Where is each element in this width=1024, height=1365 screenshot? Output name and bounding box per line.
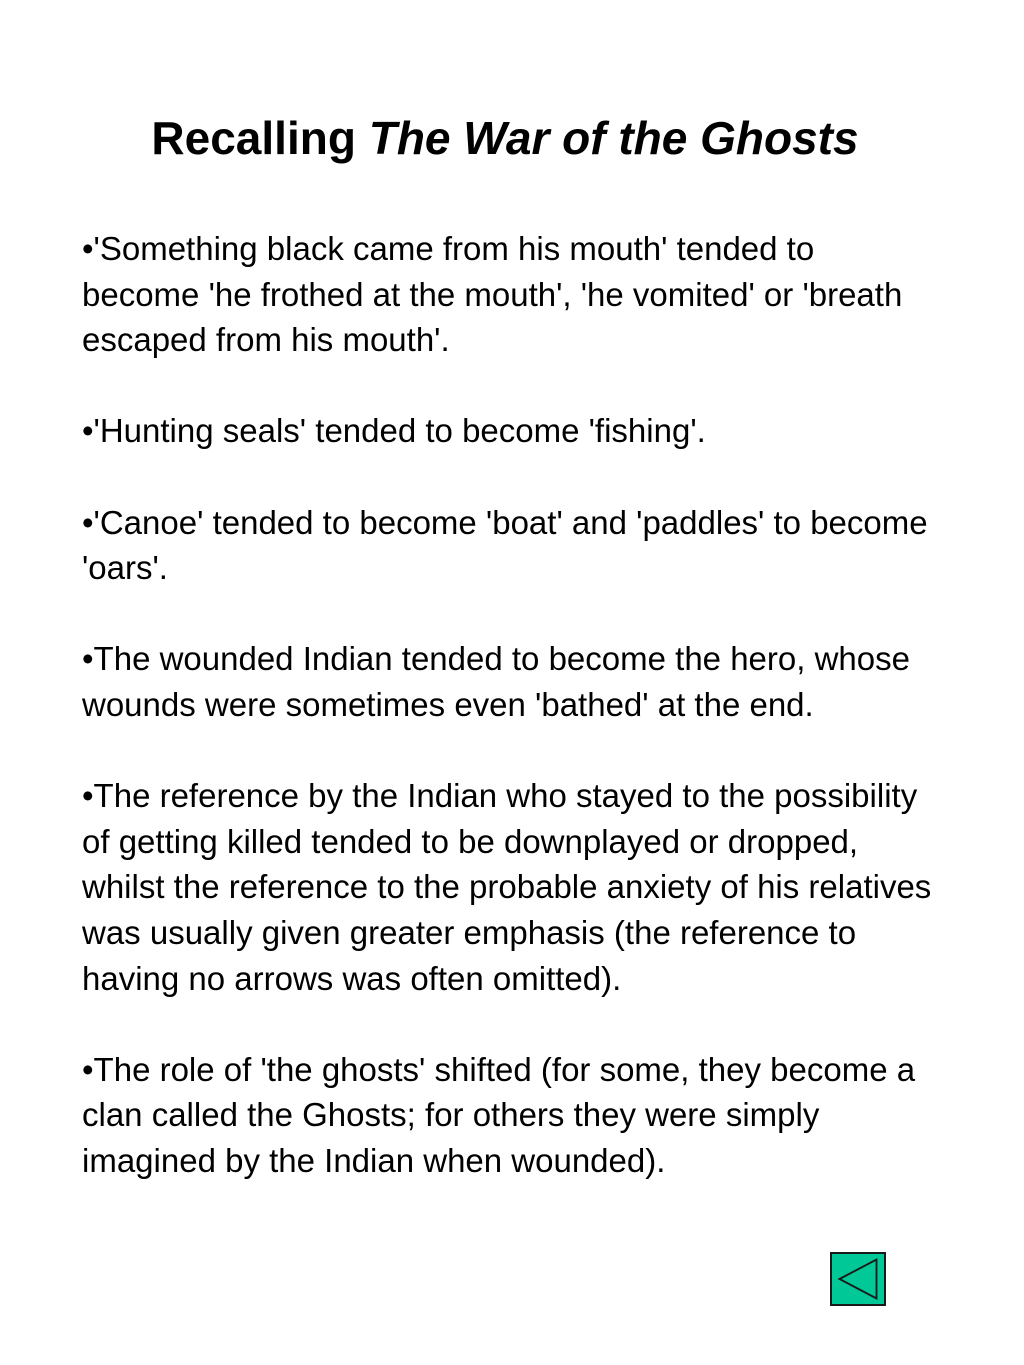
back-button[interactable]: [830, 1252, 886, 1306]
bullet-list: [82, 226, 937, 1229]
bullet-item: •The role of 'the ghosts' shifted (for some, they become a clan called the Ghosts; for others they were simply imagined by the Indian when wounded).: [82, 1050, 916, 1179]
bullet-item: •The wounded Indian tended to become the hero, whose wounds were sometimes even 'bathed' at the end.: [82, 640, 910, 723]
title-plain: Recalling: [151, 112, 369, 164]
bullet-item: •'Something black came from his mouth' tended to become 'he frothed at the mouth', 'he vomited' or 'breath escaped from his mouth'.: [82, 230, 903, 359]
bullet-item: •'Canoe' tended to become 'boat' and 'paddles' to become 'oars'.: [82, 503, 928, 587]
triangle-left-icon: [832, 1254, 884, 1304]
bullet-item: •The reference by the Indian who stayed to the possibility of getting killed tended to be downplayed or dropped, whilst the reference to the probable anxiety of his relatives was usually given greater emphasis (the reference to having no arrows was often omitted).: [82, 777, 932, 997]
title-italic: The War of the Ghosts: [368, 112, 859, 164]
slide-title: [0, 108, 1010, 168]
bullet-item: •'Hunting seals' tended to become 'fishing'.: [82, 412, 706, 450]
